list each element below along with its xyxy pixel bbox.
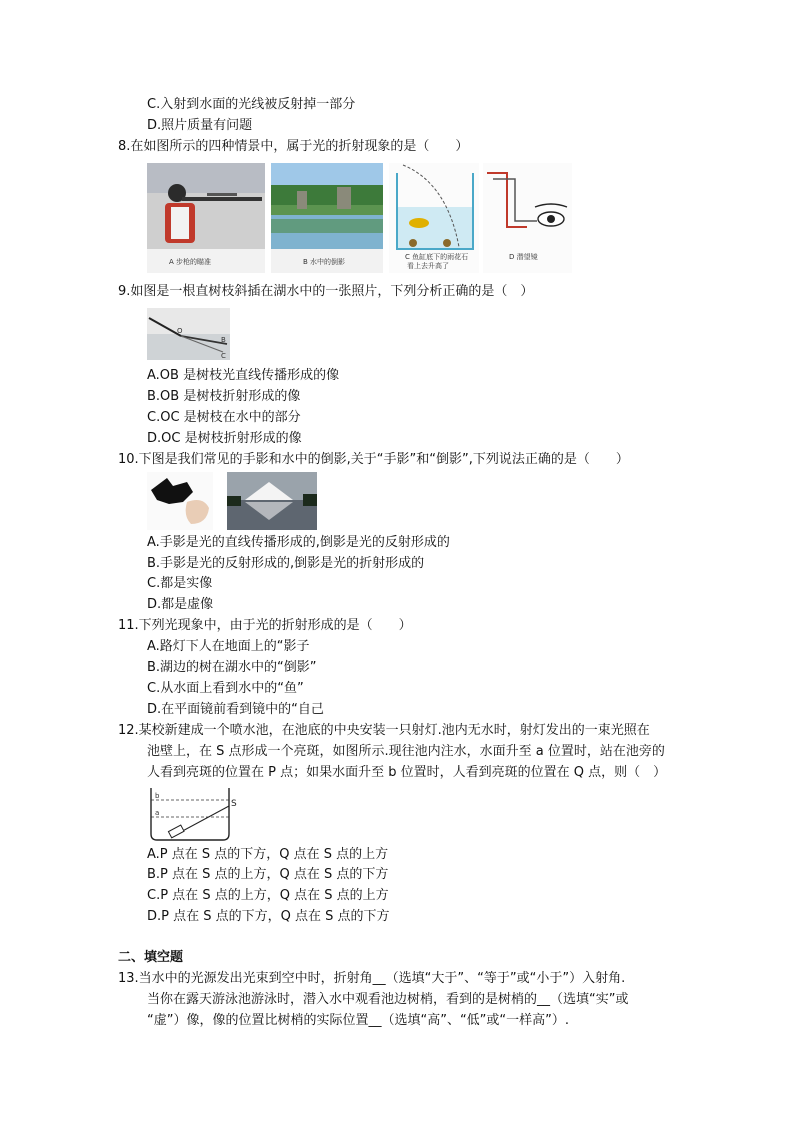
q9-option-a: A.OB 是树枝光直线传播形成的像 [147,368,340,383]
question-12-line-3: 人看到亮斑的位置在 P 点；如果水面升至 b 位置时，人看到亮斑的位置在 Q 点，则（ ） [147,765,667,780]
hand-shadow-image [147,472,213,530]
q10-figure [147,472,317,530]
q12-option-c: C.P 点在 S 点的上方，Q 点在 S 点的上方 [147,888,389,903]
q12-label-b: b [155,792,160,800]
q8-caption-c2: 看上去升高了 [407,262,449,270]
q12-pool-diagram [147,784,239,842]
q12-option-d: D.P 点在 S 点的下方，Q 点在 S 点的下方 [147,909,390,924]
q8-caption-d: D 潜望镜 [509,253,538,261]
q12-option-b: B.P 点在 S 点的上方，Q 点在 S 点的下方 [147,867,389,882]
q10-option-d: D.都是虚像 [147,597,214,612]
q8-caption-a: A 步枪的瞄准 [169,258,212,266]
question-13-line-1: 13.当水中的光源发出光束到空中时，折射角__（选填“大于”、“等于”或“小于”）入射角. [118,971,626,986]
q11-option-a: A.路灯下人在地面上的“影子 [147,639,310,654]
question-13-line-2: 当你在露天游泳池游泳时，潜入水中观看池边树梢，看到的是树梢的__（选填“实”或 [147,992,629,1007]
periscope-image [483,163,572,273]
q9-label-o: O [177,327,183,335]
q8-caption-b-group [271,249,383,273]
question-9: 9.如图是一根直树枝斜插在湖水中的一张照片，下列分析正确的是（ ） [118,284,534,299]
water-reflection-image [271,163,383,249]
q9-option-b: B.OB 是树枝折射形成的像 [147,389,301,404]
q8-caption-b: B 水中的倒影 [303,258,346,266]
q12-option-a: A.P 点在 S 点的下方，Q 点在 S 点的上方 [147,847,389,862]
q11-option-c: C.从水面上看到水中的“鱼” [147,681,304,696]
q8-figure [147,163,572,273]
q9-label-b: B [221,336,226,344]
question-8: 8.在如图所示的四种情景中，属于光的折射现象的是（ ） [118,139,469,154]
q7-option-c: C.入射到水面的光线被反射掉一部分 [147,97,356,112]
q10-option-b: B.手影是光的反射形成的,倒影是光的折射形成的 [147,556,425,571]
q9-option-c: C.OC 是树枝在水中的部分 [147,410,301,425]
rifle-aiming-image [147,163,265,249]
question-12-line-2: 池壁上，在 S 点形成一个亮斑，如图所示.现往池内注水，水面升至 a 位置时，站在池旁的 [147,744,665,759]
mountain-reflection-image [227,472,317,530]
q12-label-s: S [231,799,237,809]
q7-option-d: D.照片质量有问题 [147,118,253,133]
fish-tank-image [389,163,479,273]
question-12-line-1: 12.某校新建成一个喷水池，在池底的中央安装一只射灯.池内无水时，射灯发出的一束光照在 [118,723,650,738]
q9-label-c: C [221,352,226,360]
q10-option-c: C.都是实像 [147,576,213,591]
question-13-line-3: “虚”）像，像的位置比树梢的实际位置__（选填“高”、“低”或“一样高”）. [147,1013,570,1028]
q9-option-d: D.OC 是树枝折射形成的像 [147,431,302,446]
section-heading-fill-in: 二、填空题 [118,950,184,965]
question-10: 10.下图是我们常见的手影和水中的倒影,关于“手影”和“倒影”,下列说法正确的是（ ） [118,452,629,467]
q8-caption-c1: C 鱼缸底下的雨花石 [405,253,469,261]
q8-caption-a-group [147,249,265,273]
q12-label-a: a [155,809,160,817]
q9-figure [147,308,230,360]
q11-option-b: B.湖边的树在湖水中的“倒影” [147,660,317,675]
q11-option-d: D.在平面镜前看到镜中的“自己 [147,702,324,717]
q10-option-a: A.手影是光的直线传播形成的,倒影是光的反射形成的 [147,535,450,550]
question-11: 11.下列光现象中，由于光的折射形成的是（ ） [118,618,412,633]
